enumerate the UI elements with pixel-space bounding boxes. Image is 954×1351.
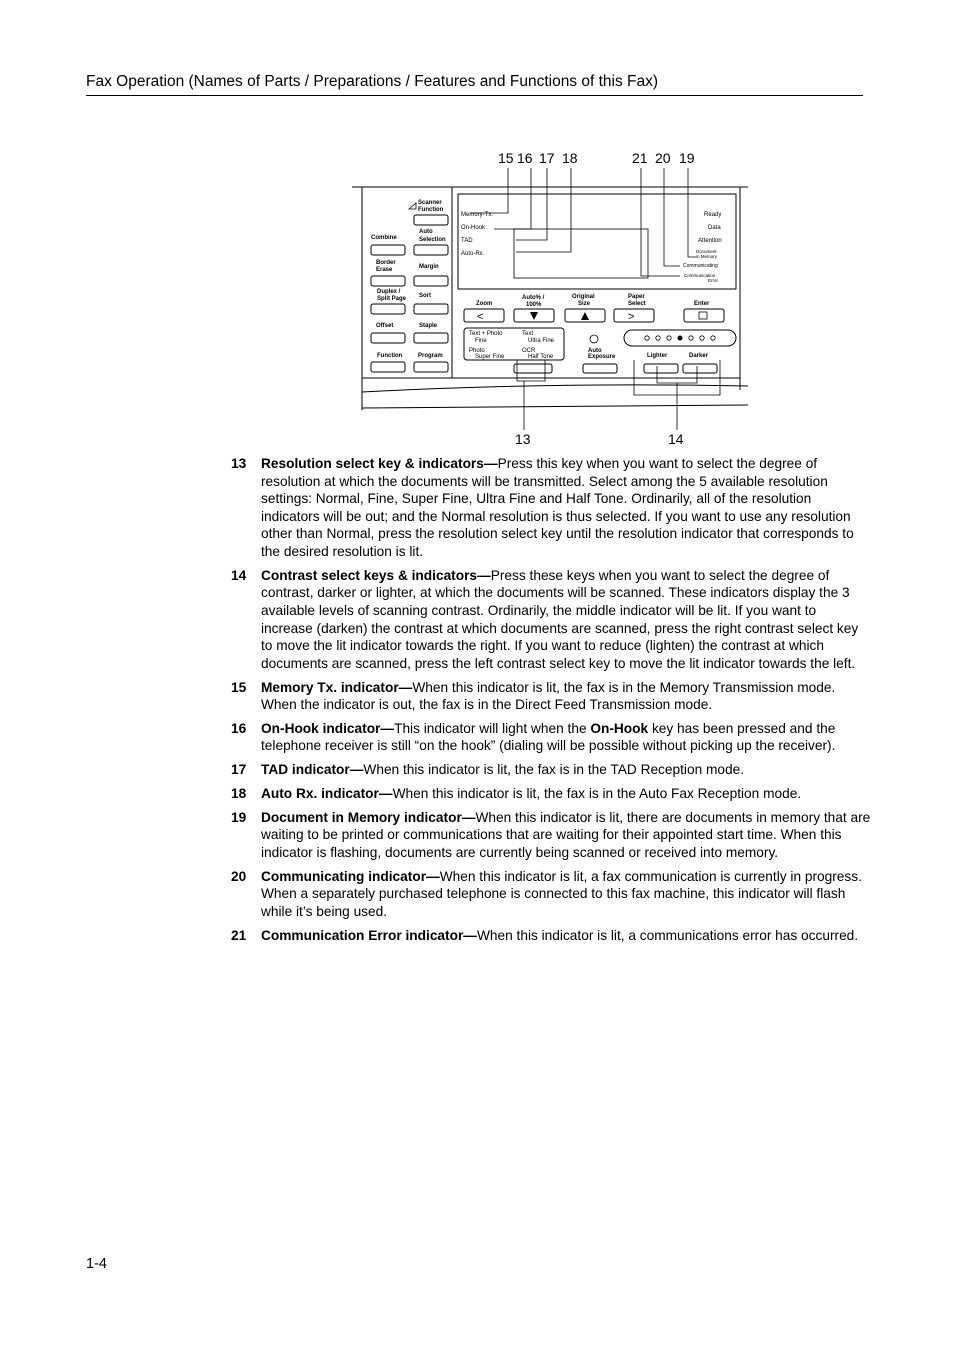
auto-exposure-key[interactable] [583, 364, 617, 373]
svg-text:Error: Error [708, 278, 718, 283]
item-body [261, 809, 871, 862]
svg-text:Half Tone: Half Tone [528, 354, 554, 360]
staple-key[interactable] [414, 333, 448, 343]
page-header: Fax Operation (Names of Parts / Preparations / Features and Functions of this Fax) [86, 73, 659, 90]
resolution-select-key[interactable] [514, 364, 552, 373]
item-body [261, 761, 871, 779]
svg-text:Ready: Ready [704, 212, 722, 218]
program-key[interactable] [414, 362, 448, 372]
svg-text:Erase: Erase [376, 267, 393, 273]
item-text: This indicator will light when the [394, 720, 591, 736]
callout-13: 13 [515, 431, 531, 447]
item-body [261, 567, 871, 673]
panel-lower-curve [362, 385, 748, 392]
callout-21: 21 [632, 150, 648, 166]
svg-text:Fine: Fine [475, 338, 487, 344]
svg-text:Program: Program [418, 353, 443, 359]
callout-19: 19 [679, 150, 695, 166]
svg-text:OCR: OCR [522, 348, 536, 354]
function-key[interactable] [371, 362, 405, 372]
callout-20: 20 [655, 150, 671, 166]
page-number: 1-4 [86, 1256, 107, 1272]
duplex-split-key[interactable] [371, 304, 405, 314]
ok-icon [699, 312, 707, 319]
key-name: On-Hook [590, 720, 649, 736]
zoom-left-key[interactable] [464, 309, 504, 322]
description-list [231, 455, 871, 951]
callout-leaders-bottom [517, 360, 720, 430]
item-body [261, 455, 871, 561]
svg-text:Function: Function [418, 207, 444, 213]
item-title: Communication Error indicator— [261, 927, 477, 943]
list-item [231, 927, 871, 945]
svg-text:Enter: Enter [694, 301, 710, 307]
svg-text:Zoom: Zoom [476, 301, 493, 307]
header-rule [86, 95, 863, 96]
svg-text:Select: Select [628, 301, 646, 307]
operation-panel-figure [350, 140, 760, 452]
svg-text:Combine: Combine [371, 235, 397, 241]
enter-key[interactable] [684, 309, 724, 322]
border-erase-key[interactable] [371, 276, 405, 286]
item-body [261, 720, 871, 755]
list-item [231, 679, 871, 714]
svg-text:Super Fine: Super Fine [475, 354, 505, 360]
svg-text:Scanner: Scanner [418, 200, 442, 206]
callout-15: 15 [498, 150, 514, 166]
item-text: When this indicator is lit, a fax communication is currently in progress. When a separately purchased telephone is connected to this fax machine, this indicator will flash while it’s being used. [261, 868, 862, 919]
margin-key[interactable] [414, 276, 448, 286]
svg-text:Auto% /: Auto% / [522, 295, 545, 301]
svg-text:Photo: Photo [469, 348, 485, 354]
less-than-icon: < [477, 311, 484, 323]
svg-text:Darker: Darker [689, 353, 709, 359]
item-title: Resolution select key & indicators— [261, 456, 498, 471]
fax-indicators-left [461, 212, 493, 257]
svg-text:Communication: Communication [684, 273, 716, 278]
status-indicators-right [683, 212, 722, 283]
item-text: Press these keys when you want to select the degree of contrast, darker or lighter, at which the documents will be scanned. These indicators display the 3 available levels of scanning contrast. Ordinarily, the middle indicator will be lit. If you want to increase (darken) the contrast at which documents are scanned, press the right contrast select key to move the lit indicator towards the right. If you want to reduce (lighten) the contrast at which documents are scanned, press the left contrast select key to move the lit indicator towards the left. [261, 567, 859, 671]
item-body [261, 785, 871, 803]
item-body [261, 868, 871, 921]
item-number: 20 [231, 868, 247, 884]
svg-text:Lighter: Lighter [647, 353, 668, 359]
item-text: key has been pressed and the telephone receiver is still “on the hook” (dialing will be possible without picking up the receiver). [261, 720, 836, 754]
left-function-keys [371, 200, 448, 372]
item-text: When this indicator is lit, the fax is in the Auto Fax Reception mode. [392, 786, 802, 802]
item-number: 15 [231, 679, 247, 695]
svg-text:Auto-Rx.: Auto-Rx. [461, 251, 485, 257]
callout-18: 18 [562, 150, 578, 166]
svg-text:Sort: Sort [419, 293, 431, 299]
item-number: 16 [231, 720, 247, 736]
item-title: Document in Memory indicator— [261, 809, 476, 825]
resolution-indicators [464, 328, 564, 360]
item-number: 13 [231, 456, 247, 471]
item-text: When this indicator is lit, the fax is in the TAD Reception mode. [363, 762, 745, 778]
svg-text:Paper: Paper [628, 294, 645, 300]
item-number: 14 [231, 567, 247, 583]
svg-text:Auto: Auto [419, 229, 433, 235]
svg-text:Ultra Fine: Ultra Fine [528, 338, 555, 344]
auto-selection-key[interactable] [414, 245, 448, 255]
up-arrow-icon [581, 312, 589, 320]
down-arrow-icon [530, 312, 538, 320]
item-title: Contrast select keys & indicators— [261, 567, 491, 583]
item-body [261, 679, 871, 714]
list-item [231, 720, 871, 755]
svg-text:Function: Function [377, 353, 403, 359]
item-text: When this indicator is lit, the fax is in the Memory Transmission mode. When the indicator is out, the fax is in the Direct Feed Transmission mode. [261, 679, 836, 713]
control-keys-row [464, 294, 724, 323]
svg-text:Communicating: Communicating [683, 263, 718, 269]
list-item [231, 567, 871, 673]
svg-text:Text: Text [522, 331, 534, 337]
svg-text:in Memory: in Memory [696, 254, 718, 259]
list-item [231, 809, 871, 862]
svg-text:Split Page: Split Page [377, 296, 407, 302]
item-title: Memory Tx. indicator— [261, 679, 413, 695]
svg-text:Selection: Selection [419, 237, 446, 243]
item-title: Auto Rx. indicator— [261, 786, 393, 802]
svg-text:Memory-Tx.: Memory-Tx. [461, 212, 493, 218]
svg-text:Attention: Attention [698, 238, 722, 244]
svg-text:Document: Document [696, 249, 717, 254]
item-title: On-Hook indicator— [261, 720, 395, 736]
item-number: 17 [231, 762, 247, 778]
svg-text:Staple: Staple [419, 323, 438, 329]
svg-text:Size: Size [578, 301, 591, 307]
list-item [231, 868, 871, 921]
greater-than-icon: > [628, 311, 635, 323]
operation-panel-diagram [350, 140, 760, 452]
svg-text:Exposure: Exposure [588, 354, 616, 360]
panel-base-edge [362, 405, 748, 408]
svg-text:Text + Photo: Text + Photo [469, 331, 503, 337]
list-item [231, 761, 871, 779]
svg-text:Data: Data [708, 225, 721, 231]
svg-text:Margin: Margin [419, 264, 439, 270]
scanner-function-key[interactable] [414, 215, 448, 225]
contrast-indicators [624, 330, 736, 359]
sort-key[interactable] [414, 304, 448, 314]
item-title: TAD indicator— [261, 762, 364, 778]
svg-text:Auto: Auto [588, 348, 602, 354]
item-number: 19 [231, 809, 247, 825]
lighter-key[interactable] [644, 364, 678, 373]
item-text: When this indicator is lit, there are documents in memory that are waiting to be printed or communications that are waiting for their appointed start time. When this indicator is flashing, documents are currently being scanned or received into memory. [261, 809, 871, 860]
darker-key[interactable] [683, 364, 717, 373]
callout-14: 14 [668, 431, 684, 447]
offset-key[interactable] [371, 333, 405, 343]
svg-text:TAD: TAD [461, 238, 473, 244]
list-item [231, 785, 871, 803]
svg-text:Border: Border [376, 260, 396, 266]
callout-16: 16 [517, 150, 533, 166]
list-item [231, 455, 871, 561]
svg-text:Duplex /: Duplex / [377, 289, 401, 295]
svg-text:Offset: Offset [376, 323, 394, 329]
item-number: 18 [231, 786, 247, 802]
item-text: When this indicator is lit, a communications error has occurred. [476, 927, 859, 943]
svg-text:Original: Original [572, 294, 595, 300]
item-title: Communicating indicator— [261, 868, 440, 884]
svg-text:On-Hook: On-Hook [461, 225, 486, 231]
auto-exposure-group [588, 335, 616, 360]
item-body [261, 927, 871, 945]
callout-17: 17 [539, 150, 555, 166]
item-text: Press this key when you want to select the degree of resolution at which the documents will be transmitted. Select among the 5 available resolution settings: Normal, Fine, Super Fine, Ultra Fine and Half Tone. Ordinarily, all of the resolution indicators will be out; and the Normal resolution is thus selected. If you want to use any resolution other than Normal, press the resolution select key until the resolution indicator that corresponds to the desired resolution is lit. [261, 456, 854, 559]
svg-text:100%: 100% [526, 302, 542, 308]
callout-leaders-top [470, 168, 696, 278]
item-number: 21 [231, 927, 247, 943]
combine-key[interactable] [371, 245, 405, 255]
